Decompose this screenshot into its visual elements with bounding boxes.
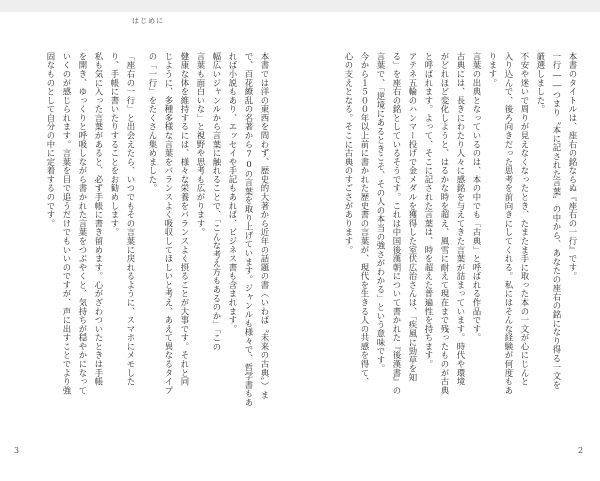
- page-number-right: 2: [578, 446, 584, 455]
- text-column: がどれほど変化しようと、はるかな時を超え、風雪に耐えて現在まで残ったものが古典: [440, 52, 450, 395]
- text-column: 本書のタイトルは、座右の銘ならぬ『座右の一行』です。: [568, 52, 578, 281]
- text-column: 入り込んで、後ろ向きだった思考を前向きにしてくれる。私にはそんな経験が何度もあ: [504, 52, 514, 395]
- running-head: はじめに: [132, 17, 164, 25]
- text-column: り、手帳に書いたりすることをお勧めします。: [110, 52, 120, 237]
- text-column: で、百花繚乱の名著から70の言葉を取り上げています。ジャンルも様々で、哲学書もあ: [244, 52, 254, 407]
- text-column: 言葉で、「逆境にあるときこそ、その人の本当の強さがわかる」という意味です。: [376, 52, 386, 374]
- text-column: 幅広いジャンルから言葉に触れることで、「こんな考え方もあるのか」「この: [212, 52, 222, 352]
- top-margin-band: [0, 0, 600, 12]
- text-column: ります。: [488, 52, 498, 88]
- text-column: 固なものとして自分の中に定着するのです。: [46, 52, 56, 228]
- text-column: れば小説もあり、エッセイや手記もあれば、ビジネス書も含まれます。: [228, 52, 238, 334]
- text-column: 言葉も面白いな」と視野や思考も広がります。: [196, 52, 206, 237]
- text-column: 心の支えとなる。そこに古典のすごさがあります。: [344, 52, 354, 255]
- text-column: 古典には、長きにわたり人々に感銘を与えてきた言葉が詰まっています。時代や環境: [456, 52, 466, 387]
- text-column: いくのが感じられます。言葉を目で追うだけでもいいのですが、声に出すことでより強: [62, 52, 72, 395]
- text-column: る」を座右の銘としているそうです。これは中国後漢朝について書かれた『後漢書』の: [392, 52, 402, 395]
- text-column: 今から１５００年以上前に書かれた歴史書の言葉が、現代を生きる人の共感を得て、: [360, 52, 370, 387]
- text-column: 一行――つまり〝本に記された言葉〟の中から、あなたの座右の銘になり得る一文を: [552, 52, 562, 390]
- text-column: 「座右の一行」と出会えたら、いつでもその言葉に戻れるように、スマホにメモした: [126, 52, 136, 387]
- left-page-text: [46, 52, 270, 407]
- text-column: 本書では洋の東西を問わず、歴史的大著から近年の話題の書（いわば〝未来の古典〟）ま: [260, 52, 270, 400]
- right-page-text: [332, 52, 578, 395]
- text-column: 言葉の出典となっているのは、本の中でも「古典」と呼ばれる作品です。: [472, 52, 482, 343]
- page-number-left: 3: [14, 446, 20, 455]
- text-column: と呼ばれます。よって、そこに記された言葉は、時を超えた普遍性を持ちます。: [424, 52, 434, 369]
- text-column: アテネ五輪のハンマー投げで金メダルを獲得した室伏広治さんは、「疾風に勁草を知: [408, 52, 418, 382]
- text-column: 厳選しました。: [536, 52, 546, 114]
- text-column: 不安や迷いで周りが見えなくなったとき、たまたま手に取った本の一文が心にじんと: [520, 52, 530, 387]
- text-column: じように、多種多様な言葉をバランスよく吸収してほしいと考え、あえて異なるタイプ: [164, 52, 174, 395]
- text-column: 健康な体を維持するには、様々な栄養をバランスよく摂ることが大事です。それと同: [180, 52, 190, 387]
- text-column: を開き、ゆっくりと呼吸しながら書かれた言葉をつぶやくと、気持ちが穏やかになって: [78, 52, 88, 395]
- text-column: 私も気に入った言葉があると、必ず手帳に書き留めます。心がざわついたときは手帳: [94, 52, 104, 387]
- text-column: の「一行」をたくさん集めました。: [148, 52, 158, 193]
